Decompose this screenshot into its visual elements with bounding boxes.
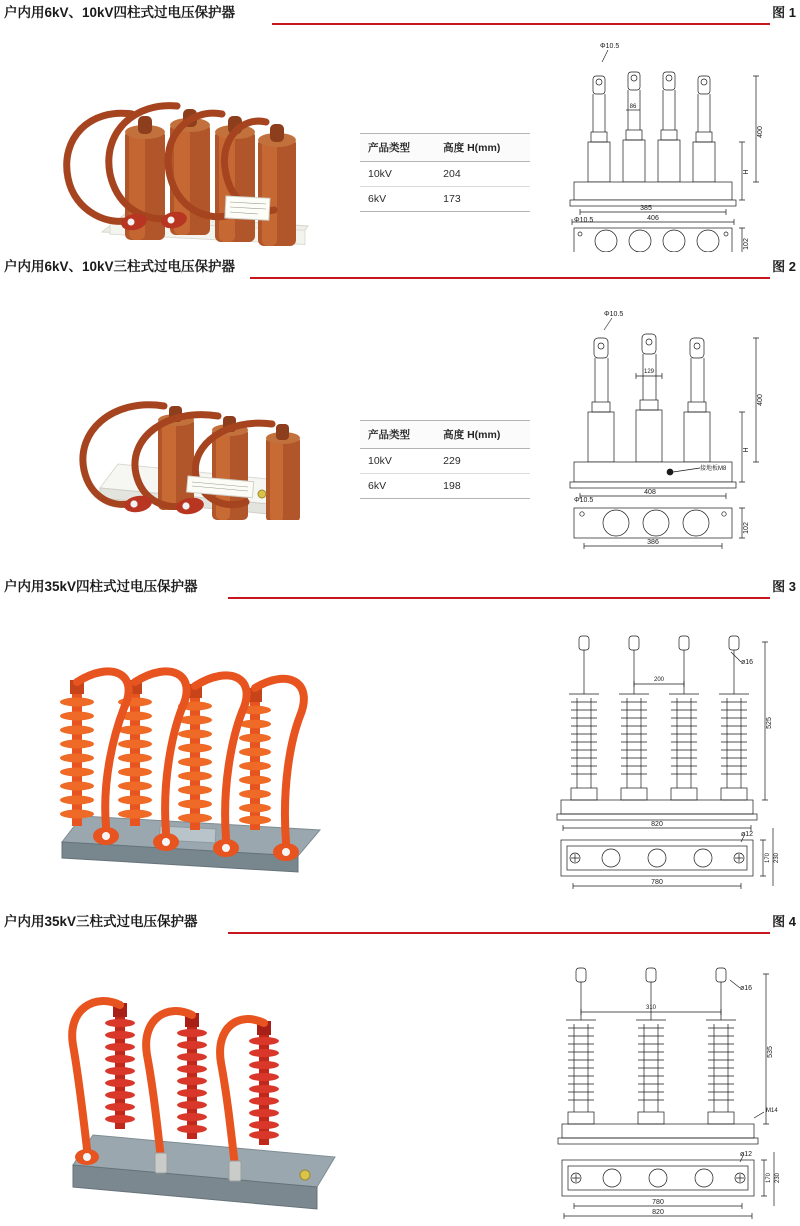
header-rule (0, 932, 800, 934)
cell-type: 6kV (360, 187, 435, 212)
dim-400: 400 (757, 126, 764, 138)
product-photo-fig1 (30, 48, 330, 248)
dim-386: 386 (647, 539, 659, 546)
header-rule (0, 23, 800, 25)
hole-note: Φ10.5 (600, 43, 620, 50)
spec-table-fig1 (360, 133, 530, 212)
ground-note: 接地板M8 (700, 466, 727, 472)
cell-type: 6kV (360, 474, 435, 499)
dim-408: 408 (644, 489, 656, 496)
dim-H: H (743, 447, 750, 453)
header-rule (0, 277, 800, 279)
hole-note: Φ10.5 (604, 311, 624, 318)
dim-385: 385 (640, 205, 652, 212)
table-header-type: 产品类型 (360, 421, 435, 449)
dim-310: 310 (645, 1005, 657, 1011)
product-photo-fig2 (40, 320, 330, 520)
section-fig1 (0, 4, 800, 30)
cell-height: 198 (435, 474, 530, 499)
hole-note-2: Φ10.5 (574, 497, 594, 504)
dim-170: 170 (766, 1172, 772, 1184)
table-row (360, 449, 530, 474)
technical-drawing-fig3 (545, 628, 780, 903)
header-rule (0, 597, 800, 599)
dim-400: 400 (757, 394, 764, 406)
section-header (0, 578, 800, 604)
hole-note: ø16 (741, 659, 754, 666)
table-row (360, 474, 530, 499)
hole-note-2: Φ10.5 (574, 217, 594, 224)
section-fig2 (0, 258, 800, 284)
section-header (0, 4, 800, 30)
section-fig4 (0, 913, 800, 939)
dim-780: 780 (651, 879, 663, 886)
dim-H: H (743, 169, 750, 175)
table-header-height: 高度 H(mm) (435, 421, 530, 449)
figure-label: 图 3 (772, 579, 796, 594)
hole-note-2: ø12 (741, 831, 754, 838)
cell-height: 204 (435, 162, 530, 187)
table-header-height: 高度 H(mm) (435, 134, 530, 162)
dim-102: 102 (743, 238, 750, 250)
section-header (0, 258, 800, 284)
section-header (0, 913, 800, 939)
table-header-type: 产品类型 (360, 134, 435, 162)
section-title: 户内用6kV、10kV四柱式过电压保护器 (4, 5, 236, 20)
hole-note: ø16 (740, 985, 753, 992)
technical-drawing-fig4 (548, 960, 783, 1226)
cell-type: 10kV (360, 162, 435, 187)
technical-drawing-fig1 (560, 32, 780, 257)
table-row (360, 162, 530, 187)
dim-230: 230 (775, 1172, 781, 1184)
figure-label: 图 2 (772, 259, 796, 274)
dim-230: 230 (774, 852, 780, 864)
section-title: 户内用35kV三柱式过电压保护器 (4, 914, 198, 929)
product-photo-fig4 (25, 975, 345, 1215)
dim-200: 200 (653, 677, 665, 683)
dim-86: 86 (629, 104, 637, 110)
dim-820: 820 (651, 821, 663, 828)
cell-type: 10kV (360, 449, 435, 474)
dim-170: 170 (765, 852, 771, 864)
dim-820: 820 (652, 1209, 664, 1216)
cell-height: 173 (435, 187, 530, 212)
section-title: 户内用6kV、10kV三柱式过电压保护器 (4, 259, 236, 274)
dim-129: 129 (643, 369, 655, 375)
cell-height: 229 (435, 449, 530, 474)
figure-label: 图 1 (772, 5, 796, 20)
product-photo-fig3 (20, 630, 340, 880)
dim-102: 102 (743, 522, 750, 534)
dim-525: 525 (766, 717, 773, 729)
dim-780: 780 (652, 1199, 664, 1206)
dim-406: 406 (647, 215, 659, 222)
dim-535: 535 (767, 1046, 774, 1058)
section-fig3 (0, 578, 800, 604)
table-row (360, 187, 530, 212)
bolt-note: M14 (766, 1108, 778, 1114)
section-title: 户内用35kV四柱式过电压保护器 (4, 579, 198, 594)
hole-note-2: ø12 (740, 1151, 753, 1158)
figure-label: 图 4 (772, 914, 796, 929)
spec-table-fig2 (360, 420, 530, 499)
technical-drawing-fig2 (560, 300, 780, 555)
